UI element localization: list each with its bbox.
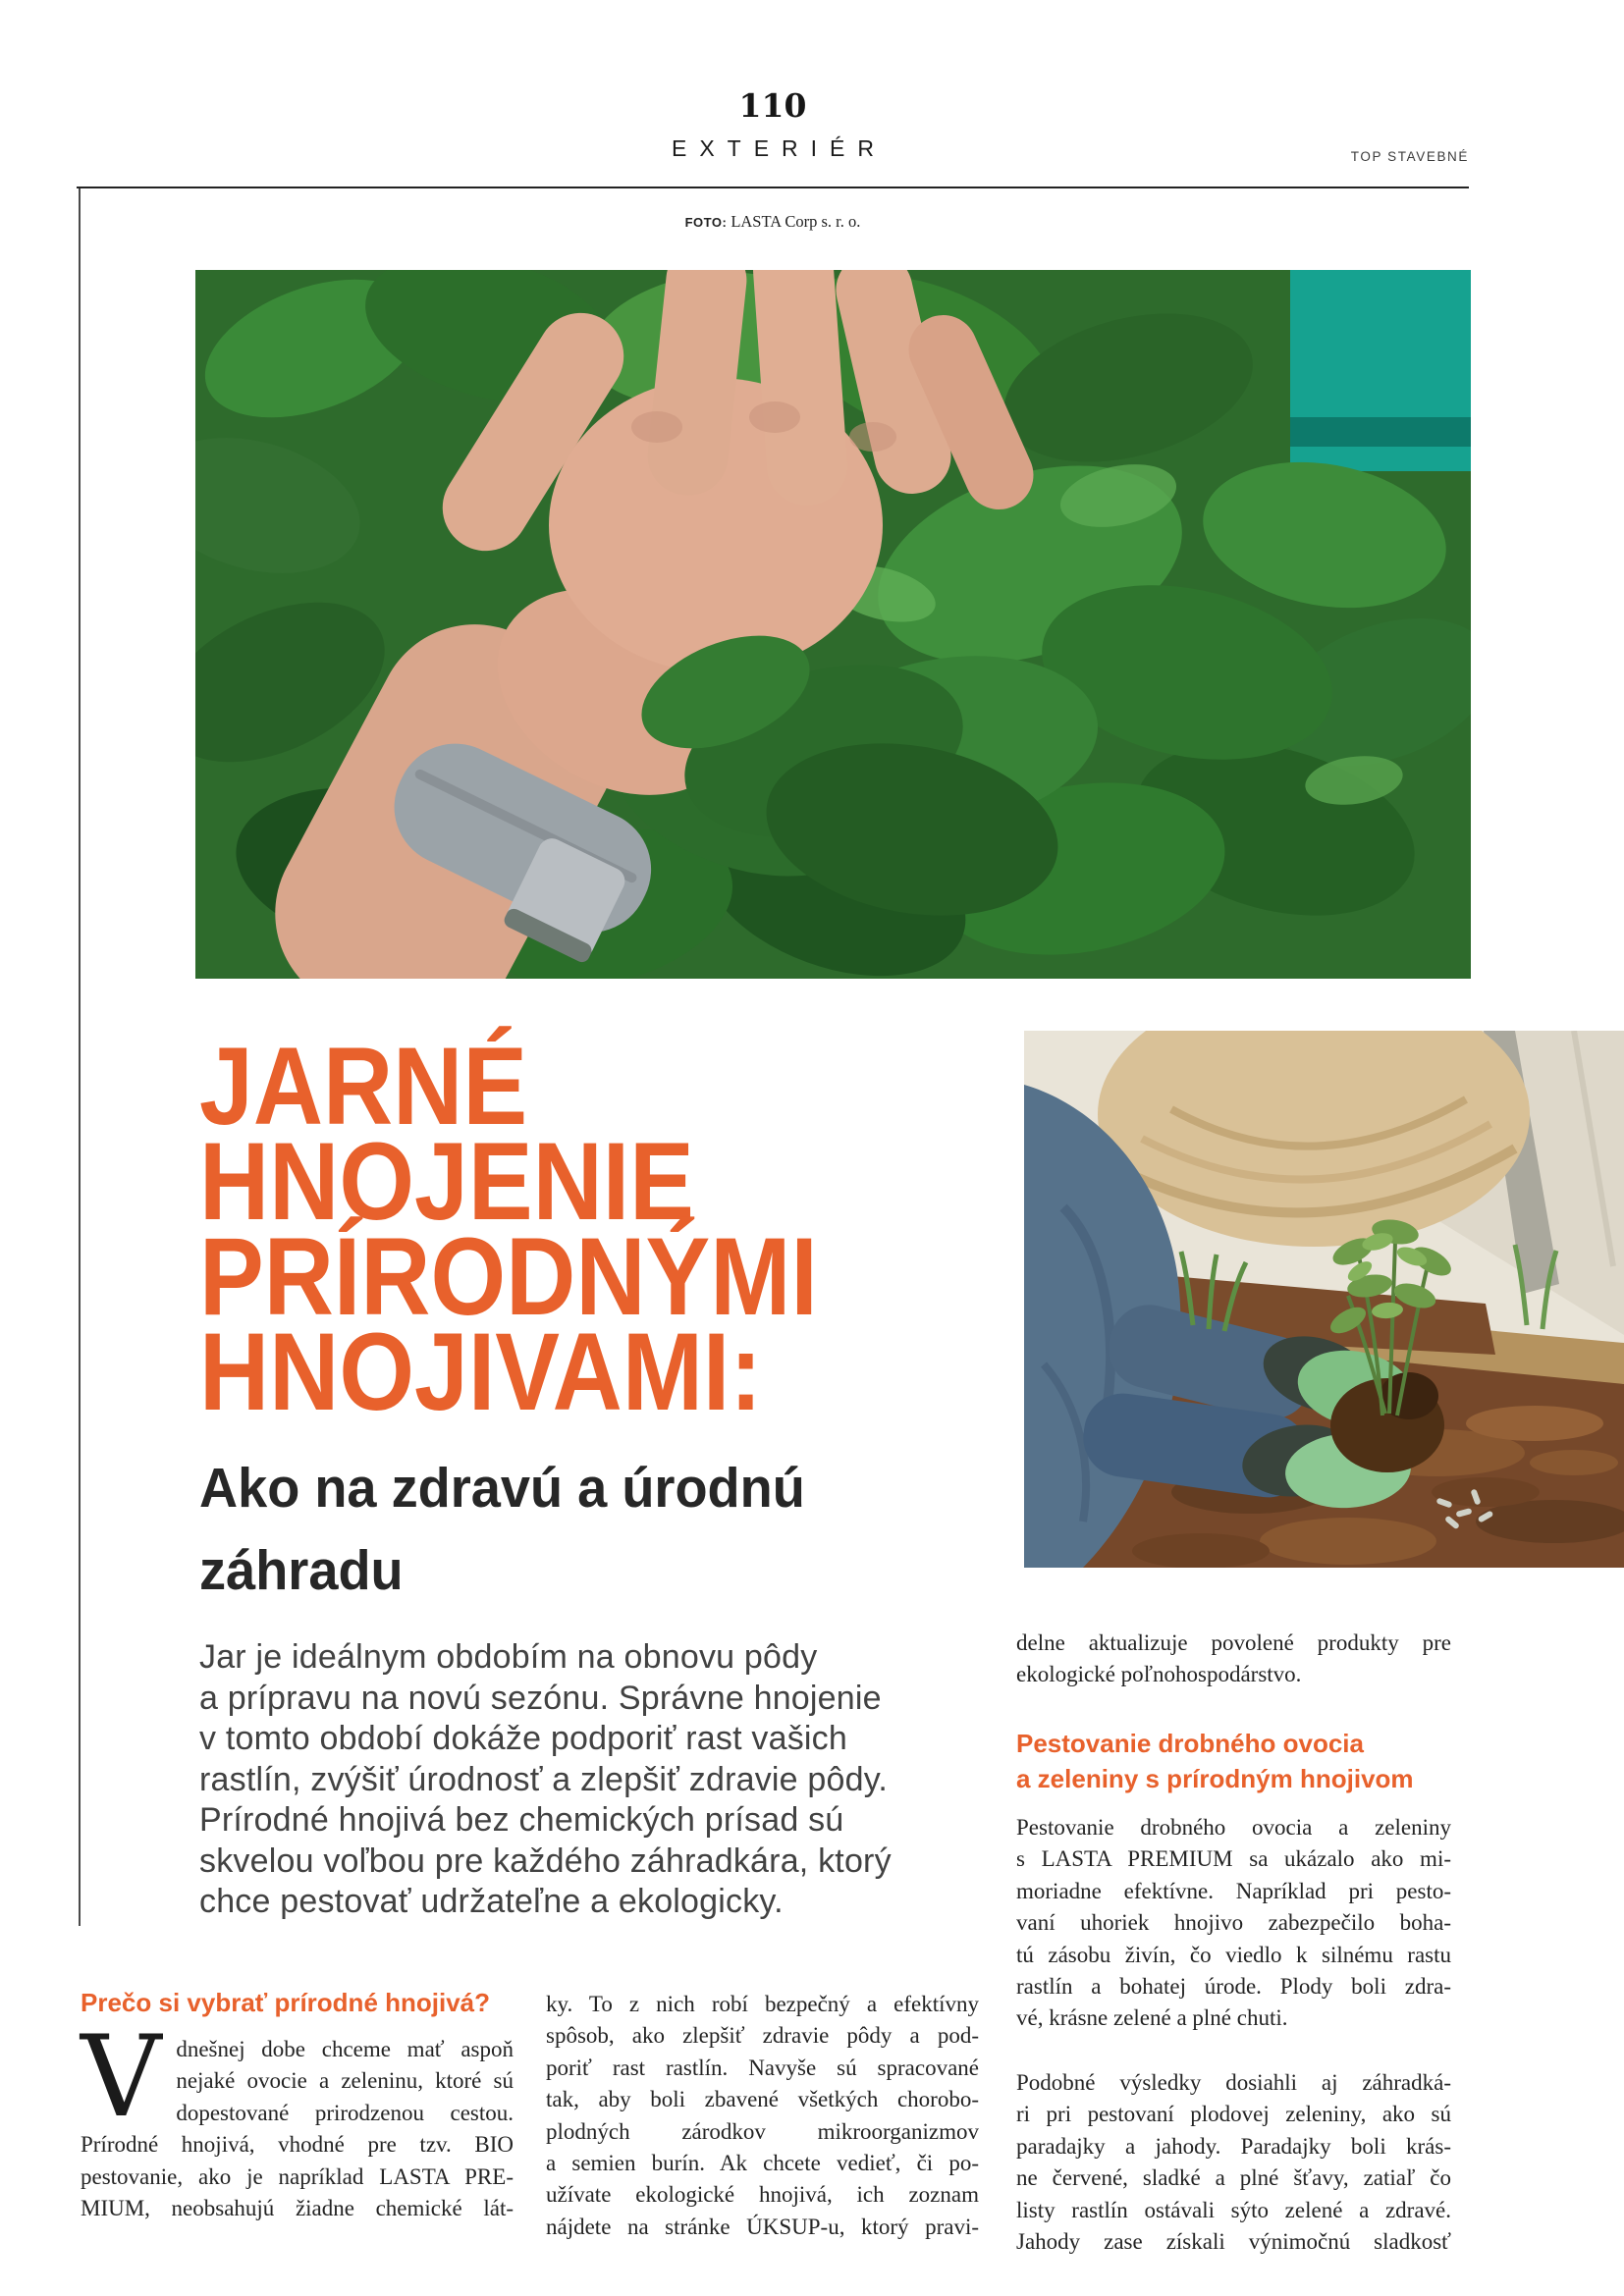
section-title: EXTERIÉR [671,135,888,161]
left-margin-rule [79,188,81,1926]
page-number: 110 [738,86,807,125]
lead-paragraph: Jar je ideálnym obdobím na obnovu pôdy a prípravu na novú sezónu. Správne hnojenie v tomto období dokáže podporiť rast vašich rastlín, zvýšiť úrodnosť a zlepšiť zdravie pôdy. Prírodné hnojivá bez chemických prísad sú skvelou voľbou pre každého záhradkára, ktorý chce pestovať udržateľne a ekologicky. [199,1638,892,1920]
drop-cap: V [81,2011,162,2142]
header-rule [77,187,1469,188]
headline: JARNÉ HNOJENIE PRÍRODNÝMI HNOJIVAMI: [199,1025,818,1433]
planting-illustration [1024,1031,1624,1568]
main-photo-spinach-hand [195,270,1471,979]
magazine-name: TOP STAVEBNÉ [1350,149,1469,164]
left-column-heading: Prečo si vybrať prírodné hnojivá? [81,1988,491,2017]
right-column-para2: Podobné výsledky dosiahli aj záhradká- ri pri pestovaní plodovej zeleniny, ako sú paradajky a jahody. Paradajky boli krás- ne červené, sladké a plné šťavy, zatiaľ čo listy rastlín ostávali sýto zelené a zdravé. Jahody zase získali výnimočnú sladkosť [1016,2070,1451,2255]
secondary-photo-planting [1024,1031,1624,1568]
photo-credit-label: FOTO: [684,215,728,230]
middle-column-text: ky. To z nich robí bezpečný a efektívny spôsob, ako zlepšiť zdravie pôdy a pod- poriť rast rastlín. Navyše sú spracované tak, aby boli zbavené všetkých chorobo- plodných zárodkov mikroorganizmov a semien burín. Ak chcete vedieť, či po- užívate ekologické hnojivá, ich zoznam nájdete na stránke ÚKSUP-u, ktorý pravi- [546,1992,979,2239]
left-column-body [81,2011,514,2224]
spinach-hand-illustration [195,270,1471,979]
right-column-para1: Pestovanie drobného ovocia a zeleniny s LASTA PREMIUM sa ukázalo ako mi- moriadne efektívne. Napríklad pri pesto- vaní uhoriek hnojivo zabezpečilo boha- tú zásobu živín, čo viedlo k silnému rastu rastlín a bohatej úrode. Plody boli zdra- vé, krásne zelené a plné chuti. [1016,1815,1451,2031]
right-column-heading: Pestovanie drobného ovocia a zeleniny s prírodným hnojivom [1016,1729,1414,1793]
left-column-text: dnešnej dobe chceme mať aspoň nejaké ovocie a zeleninu, ktoré sú dopestované prirodzenou cestou. Prírodné hnojivá, vhodné pre tzv. BIO pestovanie, ako je napríklad LASTA PRE- MIUM, neobsahujú žiadne chemické lát- [81,2037,514,2221]
headline-subhead: Ako na zdravú a úrodnú záhradu [199,1457,805,1602]
photo-credit [77,212,1469,232]
right-column-intro: delne aktualizuje povolené produkty pre ekologické poľnohospodárstvo. [1016,1630,1451,1687]
photo-credit-value: LASTA Corp s. r. o. [731,212,861,231]
